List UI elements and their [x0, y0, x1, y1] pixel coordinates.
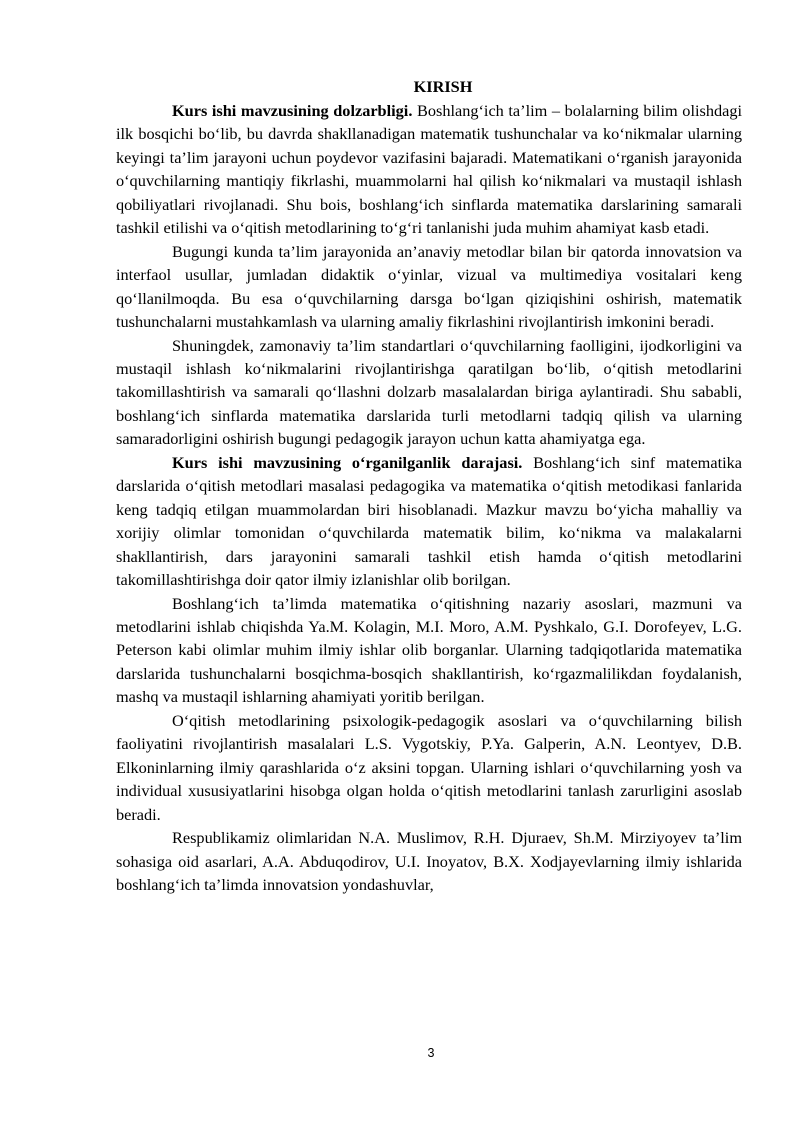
- paragraph-text: Bugungi kunda ta’lim jarayonida an’anaviy metodlar bilan bir qatorda innovatsion va interfaol usullar, jumladan didaktik o‘yinlar, vizual va multimediya vositalari keng qo‘llanilmoqda. Bu esa o‘quvchilarning darsga bo‘lgan qiziqishini oshirish, matematik tushunchalarni mustahkamlash va ularning amaliy fikrlashini rivojlantirish imkonini beradi.: [116, 241, 742, 332]
- page-number: 3: [427, 1046, 435, 1060]
- paragraph-foreign-scholars: [116, 592, 742, 709]
- paragraph-study-level: [116, 451, 742, 592]
- paragraph-text: Boshlang‘ich ta’lim – bolalarning bilim olishdagi ilk bosqichi bo‘lib, bu davrda shakllanadigan matematik tushunchalar va ko‘nikmalar ularning keyingi ta’lim jarayoni uchun poydevor vazifasini bajaradi. Matematikani o‘rganish jarayonida o‘quvchilarning mantiqiy fikrlashi, muammolarni hal qilish ko‘nikmalari va mustaqil ishlash qobiliyatlari rivojlanadi. Shu bois, boshlang‘ich sinflarda matematika darslarining samarali tashkil etilishi va o‘qitish metodlarining to‘g‘ri tanlanishi juda muhim ahamiyat kasb etadi.: [116, 101, 743, 238]
- paragraph-heading: Kurs ishi mavzusining o‘rganilganlik darajasi.: [172, 452, 523, 472]
- paragraph-text: Respublikamiz olimlaridan N.A. Muslimov, R.H. Djuraev, Sh.M. Mirziyoyev ta’lim sohasiga oid asarlari, A.A. Abduqodirov, U.I. Inoyatov, B.X. Xodjayevlarning ilmiy ishlarida boshlang‘ich ta’limda innovatsion yondashuvlar,: [116, 828, 742, 894]
- section-title: KIRISH: [413, 77, 473, 96]
- paragraph-methods: [116, 240, 742, 334]
- paragraph-heading: Kurs ishi mavzusining dolzarbligi.: [172, 101, 413, 120]
- paragraph-text: Boshlang‘ich ta’limda matematika o‘qitishning nazariy asoslari, mazmuni va metodlarini ishlab chiqishda Ya.M. Kolagin, M.I. Moro, A.M. Pyshkalo, G.I. Dorofeyev, L.G. Peterson kabi olimlar muhim ilmiy ishlar olib borganlar. Ularning tadqiqotlarida matematika darslarida tushunchalarni bosqichma-bosqich shakllantirish, ko‘rgazmalilikdan foydalanish, mashq va mustaqil ishlarning ahamiyati yoritib berilgan.: [116, 593, 742, 707]
- paragraph-local-scholars: [116, 826, 742, 896]
- document-page: [116, 75, 742, 896]
- paragraph-text: Boshlang‘ich sinf matematika darslarida o‘qitish metodlari masalasi pedagogika va matematika o‘qitish metodikasi fanlarida keng tadqiq etilgan muammolardan biri hisoblanadi. Mazkur mavzu bo‘yicha mahalliy va xorijiy olimlar tomonidan o‘quvchilarda matematik bilim, ko‘nikma va malakalarni shakllantirish, dars jarayonini samarali tashkil etish hamda o‘qitish metodlarini takomillashtirishga doir qator ilmiy izlanishlar olib borilgan.: [116, 452, 742, 590]
- paragraph-standards: [116, 334, 742, 451]
- paragraph-text: Shuningdek, zamonaviy ta’lim standartlari o‘quvchilarning faolligini, ijodkorligini va mustaqil ishlash ko‘nikmalarini rivojlantirishga qaratilgan bo‘lib, o‘qitish metodlarini takomillashtirish va samarali qo‘llashni dolzarb masalalardan biriga aylantiradi. Shu sababli, boshlang‘ich sinflarda matematika darslarida turli metodlarni tadqiq qilish va ularning samaradorligini oshirish bugungi pedagogik jarayon uchun katta ahamiyatga ega.: [116, 335, 742, 449]
- paragraph-text: O‘qitish metodlarining psixologik-pedagogik asoslari va o‘quvchilarning bilish faoliyatini rivojlantirish masalalari L.S. Vygotskiy, P.Ya. Galperin, A.N. Leontyev, D.B. Elkoninlarning ilmiy qarashlarida o‘z aksini topgan. Ularning ishlari o‘quvchilarning yosh va individual xususiyatlarini hisobga olgan holda o‘qitish metodlarini tanlash zarurligini asoslab beradi.: [116, 710, 742, 824]
- paragraph-psychology: [116, 709, 742, 826]
- paragraph-relevance: [116, 99, 742, 240]
